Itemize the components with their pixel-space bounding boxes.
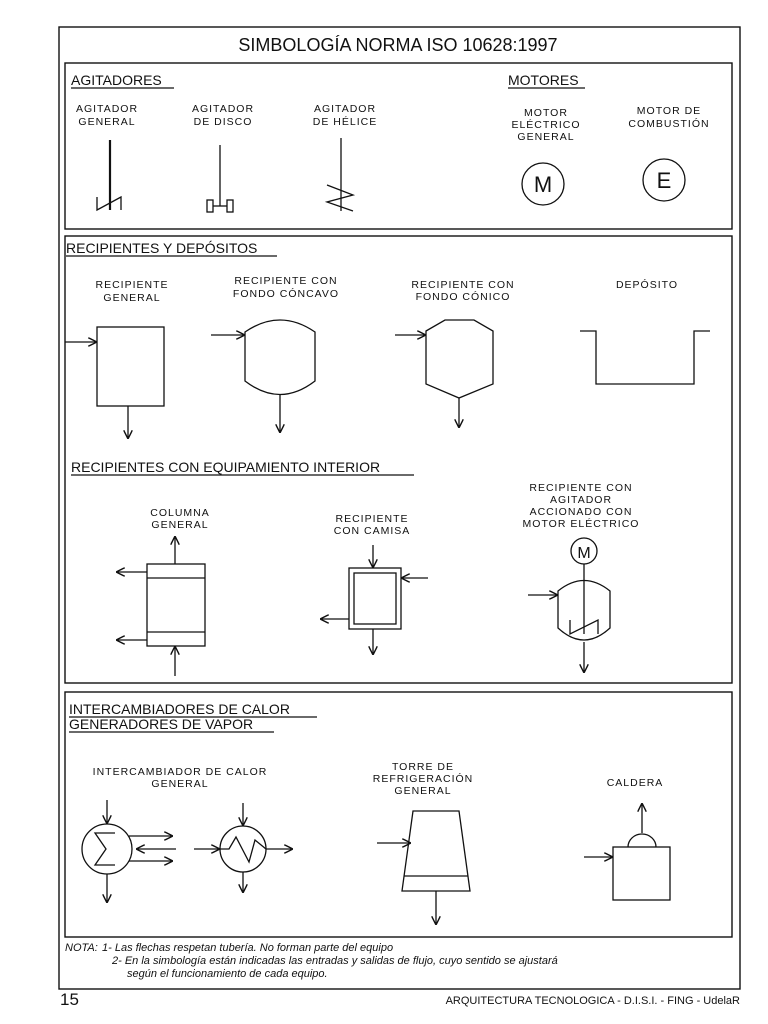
label-caldera: CALDERA xyxy=(606,777,664,789)
label-recipiente-conico-1: RECIPIENTE CON xyxy=(411,279,515,291)
label-agitador-motor-1: RECIPIENTE CON xyxy=(529,482,633,494)
label-motor-electrico-2: ELÉCTRICO xyxy=(511,119,581,131)
motor-combustion-icon xyxy=(643,159,685,201)
label-motor-combustion-2: COMBUSTIÓN xyxy=(628,118,710,130)
nota-line-3: según el funcionamiento de cada equipo. xyxy=(127,968,328,980)
label-agitador-helice-1: AGITADOR xyxy=(313,103,377,115)
agitador-disco-icon xyxy=(207,145,233,212)
recipiente-concavo-icon xyxy=(211,320,315,432)
agitador-general-icon xyxy=(97,140,121,210)
label-torre-2: REFRIGERACIÓN xyxy=(372,773,474,785)
label-deposito: DEPÓSITO xyxy=(615,279,679,291)
label-agitador-helice-2: DE HÉLICE xyxy=(312,116,378,128)
label-agitador-motor-3: ACCIONADO CON xyxy=(529,506,633,518)
label-intercambiador-1: INTERCAMBIADOR DE CALOR xyxy=(92,766,268,778)
label-motor-electrico-3: GENERAL xyxy=(517,131,575,143)
footer-credit: ARQUITECTURA TECNOLOGICA - D.I.S.I. - FING - UdelaR xyxy=(445,995,740,1007)
heading-equipamiento: RECIPIENTES CON EQUIPAMIENTO INTERIOR xyxy=(71,459,381,475)
recipiente-general-icon xyxy=(65,327,164,438)
caldera-icon xyxy=(584,804,670,900)
nota-line-1: 1- Las flechas respetan tubería. No forman parte del equipo xyxy=(102,942,394,954)
heading-agitadores: AGITADORES xyxy=(71,72,162,88)
heading-intercambiadores: INTERCAMBIADORES DE CALOR xyxy=(69,701,290,717)
label-recipiente-general-2: GENERAL xyxy=(103,292,161,304)
recipiente-agitador-motor-icon xyxy=(528,538,610,672)
label-recipiente-concavo-1: RECIPIENTE CON xyxy=(234,275,338,287)
page-title: SIMBOLOGÍA NORMA ISO 10628:1997 xyxy=(238,35,558,55)
label-agitador-motor-4: MOTOR ELÉCTRICO xyxy=(522,518,640,530)
recipiente-camisa-icon xyxy=(321,545,428,654)
svg-text:E: E xyxy=(656,168,672,193)
torre-refrigeracion-icon xyxy=(377,811,470,924)
label-torre-3: GENERAL xyxy=(394,785,452,797)
label-motor-electrico-1: MOTOR xyxy=(524,107,568,119)
heading-recipientes: RECIPIENTES Y DEPÓSITOS xyxy=(66,240,258,256)
heading-motores: MOTORES xyxy=(508,72,579,88)
label-recipiente-general-1: RECIPIENTE xyxy=(95,279,169,291)
label-columna-2: GENERAL xyxy=(151,519,209,531)
label-torre-1: TORRE DE xyxy=(391,761,455,773)
intercambiador-sigma-icon xyxy=(82,800,176,902)
motor-electrico-icon xyxy=(522,163,564,205)
label-agitador-disco-1: AGITADOR xyxy=(191,103,255,115)
agitador-helice-icon xyxy=(327,138,353,211)
label-recipiente-conico-2: FONDO CÓNICO xyxy=(415,291,511,303)
heading-generadores: GENERADORES DE VAPOR xyxy=(69,716,254,732)
label-intercambiador-2: GENERAL xyxy=(151,778,209,790)
nota-line-2: 2- En la simbología están indicadas las entradas y salidas de flujo, cuyo sentido se ajustará xyxy=(112,955,558,967)
label-motor-combustion-1: MOTOR DE xyxy=(636,105,702,117)
svg-text:M: M xyxy=(577,545,591,562)
page-number: 15 xyxy=(60,990,79,1009)
intercambiador-zigzag-icon xyxy=(194,803,292,892)
columna-general-icon xyxy=(117,537,205,676)
label-columna-1: COLUMNA xyxy=(150,507,210,519)
label-camisa-2: CON CAMISA xyxy=(333,525,411,537)
label-agitador-general-1: AGITADOR xyxy=(75,103,139,115)
svg-text:M: M xyxy=(533,172,553,197)
label-recipiente-concavo-2: FONDO CÓNCAVO xyxy=(232,288,340,300)
recipiente-conico-icon xyxy=(395,320,493,427)
label-camisa-1: RECIPIENTE xyxy=(335,513,409,525)
deposito-icon xyxy=(580,331,710,384)
nota-label: NOTA: xyxy=(65,942,98,954)
label-agitador-general-2: GENERAL xyxy=(78,116,136,128)
label-agitador-disco-2: DE DISCO xyxy=(193,116,253,128)
label-agitador-motor-2: AGITADOR xyxy=(549,494,613,506)
